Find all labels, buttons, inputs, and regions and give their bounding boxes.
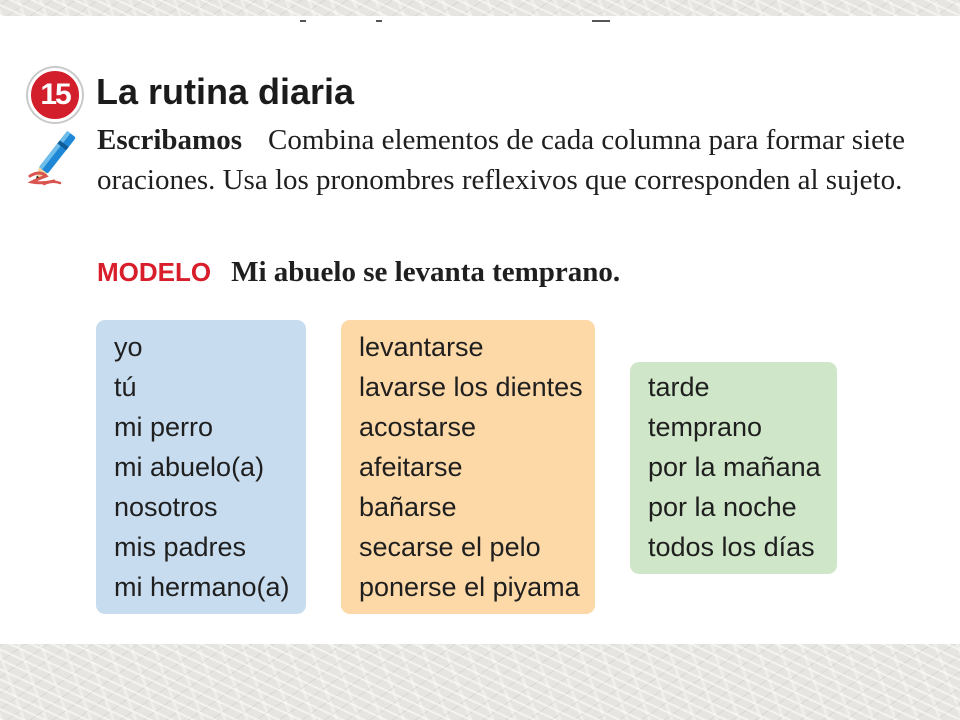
model-sentence: Mi abuelo se levanta temprano.	[231, 256, 621, 288]
model-example	[97, 252, 620, 296]
verb-item: levantarse	[359, 332, 484, 362]
time-item: todos los días	[648, 532, 815, 562]
model-label: MODELO	[97, 257, 212, 287]
verbs-column	[341, 320, 595, 614]
exercise-number-badge: 15	[28, 68, 82, 122]
time-item: por la mañana	[648, 452, 821, 482]
instruction-text: Combina elementos de cada columna para formar siete oraciones. Usa los pronombres reflexivos que corresponden al sujeto.	[97, 124, 905, 196]
time-item: por la noche	[648, 492, 797, 522]
verb-item: secarse el pelo	[359, 532, 541, 562]
subject-item: mi hermano(a)	[114, 572, 290, 602]
subject-item: mi perro	[114, 412, 214, 442]
exercise-instructions	[97, 120, 917, 200]
time-item: tarde	[648, 372, 710, 402]
subject-item: nosotros	[114, 492, 218, 522]
verb-item: ponerse el piyama	[359, 572, 580, 602]
verb-item: bañarse	[359, 492, 457, 522]
verb-item: afeitarse	[359, 452, 463, 482]
times-column	[630, 362, 837, 574]
exercise-title: La rutina diaria	[96, 71, 355, 112]
subject-item: yo	[114, 332, 143, 362]
verb-item: acostarse	[359, 412, 477, 442]
subject-item: tú	[114, 372, 137, 402]
subjects-column	[96, 320, 306, 614]
instruction-lead: Escribamos	[97, 124, 242, 156]
subject-item: mi abuelo(a)	[114, 452, 265, 482]
time-item: temprano	[648, 412, 763, 442]
marble-background-bottom	[0, 644, 960, 720]
subject-item: mis padres	[114, 532, 247, 562]
cropped-text-fragment	[300, 14, 640, 22]
writing-pen-icon	[20, 126, 88, 196]
verb-item: lavarse los dientes	[359, 372, 583, 402]
